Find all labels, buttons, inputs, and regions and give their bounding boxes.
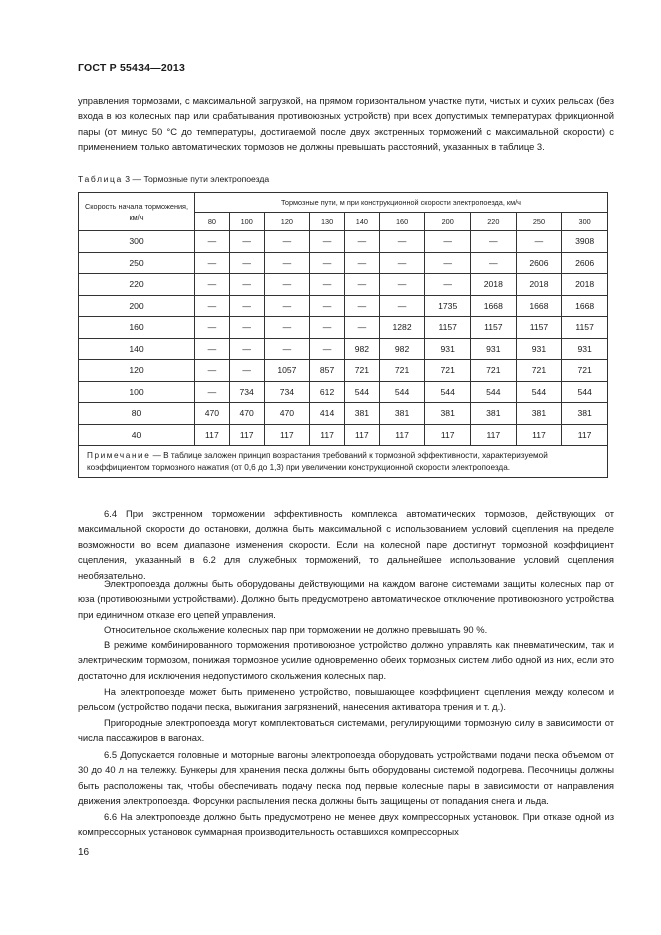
distance-cell: —: [344, 231, 379, 253]
row-speed-cell: 140: [79, 338, 195, 360]
note-label: Примечание: [87, 451, 151, 460]
row-speed-cell: 100: [79, 381, 195, 403]
paragraph-6-4: 6.4 При экстренном торможении эффективность комплекса автоматических тормозов, действующих от максимальной скорости до остановки, должна быть максимальной с использованием условий сцепления на пределе возможности во всем диапазоне изменения скорости. Если на колесной паре достигнут тормозной коэффициент сцепления, указанный в 6.2 для служебных торможений, то дальнейшее использование условий сцепления необязательно.: [78, 508, 614, 581]
row-speed-cell: 120: [79, 360, 195, 382]
distance-cell: —: [195, 231, 230, 253]
distance-cell: 721: [562, 360, 608, 382]
distance-cell: 931: [516, 338, 562, 360]
distance-cell: 721: [516, 360, 562, 382]
distance-cell: 381: [562, 403, 608, 425]
distance-cell: —: [310, 295, 345, 317]
distance-cell: 734: [229, 381, 264, 403]
distance-cell: 931: [471, 338, 517, 360]
table-caption: [78, 174, 269, 184]
distance-cell: —: [471, 231, 517, 253]
row-speed-cell: 200: [79, 295, 195, 317]
distance-cell: —: [379, 231, 425, 253]
table-row: [79, 424, 608, 446]
distance-cell: 381: [379, 403, 425, 425]
paragraph-anti-skid: Электропоезда должны быть оборудованы действующими на каждом вагоне системами защиты колесных пар от юза (противоюзными устройствами). Должно быть предусмотрено автоматическое отключение противоюзного устройства при единичном отказе его цепей управления.: [78, 578, 614, 620]
distance-cell: —: [310, 338, 345, 360]
col-speed-header: 220: [471, 212, 517, 231]
distance-cell: —: [229, 360, 264, 382]
distance-cell: —: [310, 317, 345, 339]
distance-cell: 544: [379, 381, 425, 403]
distance-cell: —: [310, 252, 345, 274]
distance-cell: —: [379, 295, 425, 317]
table-row: [79, 317, 608, 339]
col-speed-header: 140: [344, 212, 379, 231]
distance-cell: 1735: [425, 295, 471, 317]
distance-cell: 544: [425, 381, 471, 403]
distance-cell: 2018: [516, 274, 562, 296]
paragraph-6-5: 6.5 Допускается головные и моторные вагоны электропоезда оборудовать устройствами подачи песка объемом от 30 до 40 л на тележку. Бункеры для хранения песка должны быть оборудованы системой подогрева. Песочницы должны быть расположены так, чтобы обеспечивать подачу песка под первые колесные пары в зависимости от направления движения электропоезда. Форсунки распыления песка должны быть защищены от попадания снега и льда.: [78, 749, 614, 807]
distance-cell: 117: [229, 424, 264, 446]
distance-cell: —: [229, 231, 264, 253]
distance-cell: —: [195, 317, 230, 339]
distance-cell: 931: [562, 338, 608, 360]
distance-cell: —: [264, 295, 310, 317]
distance-cell: 721: [379, 360, 425, 382]
distance-cell: —: [379, 274, 425, 296]
distance-cell: —: [264, 274, 310, 296]
distance-cell: —: [344, 274, 379, 296]
table-caption-text: 3 — Тормозные пути электропоезда: [122, 174, 270, 184]
distance-cell: 117: [344, 424, 379, 446]
col-speed-header: 200: [425, 212, 471, 231]
distance-cell: 544: [471, 381, 517, 403]
distance-cell: —: [264, 338, 310, 360]
table-body: [79, 231, 608, 446]
row-speed-cell: 300: [79, 231, 195, 253]
paragraph-slip-limit: Относительное скольжение колесных пар при торможении не должно превышать 90 %.: [104, 624, 488, 635]
row-speed-cell: 40: [79, 424, 195, 446]
paragraph-combined-braking: В режиме комбинированного торможения противоюзное устройство должно управлять как пневматическим, так и электрическим тормозом, понижая тормозное усилие одновременно обеих тормозных систем либо одной из них, если это достаточно для исключения недопустимого скольжения колесных пар.: [78, 639, 614, 681]
distance-cell: 414: [310, 403, 345, 425]
distance-cell: 470: [195, 403, 230, 425]
col-speed-header: 250: [516, 212, 562, 231]
distance-cell: 1282: [379, 317, 425, 339]
distance-cell: 982: [344, 338, 379, 360]
distance-cell: —: [425, 274, 471, 296]
distance-cell: —: [425, 252, 471, 274]
distance-cell: 117: [516, 424, 562, 446]
distance-cell: —: [195, 295, 230, 317]
distance-cell: —: [344, 252, 379, 274]
distance-cell: 721: [344, 360, 379, 382]
distance-cell: 544: [516, 381, 562, 403]
distance-cell: —: [195, 274, 230, 296]
table-row: [79, 338, 608, 360]
col-speed-header: 300: [562, 212, 608, 231]
document-code-header: ГОСТ Р 55434—2013: [78, 62, 186, 74]
distance-cell: 1157: [562, 317, 608, 339]
distance-cell: —: [229, 252, 264, 274]
distance-cell: —: [264, 231, 310, 253]
distance-cell: 381: [425, 403, 471, 425]
distance-cell: 1668: [516, 295, 562, 317]
table-row: [79, 403, 608, 425]
table-caption-label: Таблица: [78, 174, 123, 184]
row-speed-cell: 250: [79, 252, 195, 274]
table-row: [79, 360, 608, 382]
distance-cell: 1668: [471, 295, 517, 317]
distance-cell: 117: [264, 424, 310, 446]
distance-cell: 857: [310, 360, 345, 382]
distance-cell: 117: [562, 424, 608, 446]
distance-cell: —: [229, 338, 264, 360]
distance-cell: 2606: [562, 252, 608, 274]
distance-cell: 931: [425, 338, 471, 360]
distance-cell: —: [195, 338, 230, 360]
table-row: [79, 252, 608, 274]
paragraph-6-6: 6.6 На электропоезде должно быть предусмотрено не менее двух компрессорных установок. При отказе одной из компрессорных установок суммарная производительность оставшихся компрессорных: [78, 811, 614, 838]
table-row: [79, 295, 608, 317]
page-number: 16: [78, 847, 90, 858]
paragraph-suburban: Пригородные электропоезда могут комплектоваться системами, регулирующими тормозную силу в зависимости от числа пассажиров в вагонах.: [78, 717, 614, 744]
distance-cell: 1157: [471, 317, 517, 339]
distance-cell: —: [516, 231, 562, 253]
distance-cell: —: [229, 295, 264, 317]
distance-cell: 470: [264, 403, 310, 425]
distance-cell: —: [310, 274, 345, 296]
distance-cell: 1157: [516, 317, 562, 339]
row-speed-cell: 220: [79, 274, 195, 296]
distance-cell: 381: [471, 403, 517, 425]
col-speed-header: 120: [264, 212, 310, 231]
distance-cell: —: [379, 252, 425, 274]
distance-cell: 1057: [264, 360, 310, 382]
distance-cell: 117: [310, 424, 345, 446]
distance-cell: 982: [379, 338, 425, 360]
distance-cell: —: [264, 317, 310, 339]
distance-cell: —: [425, 231, 471, 253]
table-span-header: Тормозные пути, м при конструкционной скорости электропоезда, км/ч: [195, 193, 608, 213]
distance-cell: —: [195, 360, 230, 382]
distance-cell: —: [264, 252, 310, 274]
distance-cell: 1157: [425, 317, 471, 339]
table-row: [79, 274, 608, 296]
braking-distance-table: [78, 192, 608, 478]
distance-cell: —: [344, 295, 379, 317]
note-text: — В таблице заложен принцип возрастания требований к тормозной эффективности, характеризуемой коэффициентом тормозного нажатия (от 0,6 до 1,3) при увеличении конструкционной скорости электропоезда.: [87, 451, 548, 472]
intro-paragraph: управления тормозами, с максимальной загрузкой, на прямом горизонтальном участке пути, чистых и сухих рельсах (без входа в юз колесных пар или срабатывания противоюзных устройств) при всех допустимых температурах фрикционной пары (от минус 50 °С до температуры, достигаемой после двух экстренных торможений с максимальной скорости) с применением только автоматических тормозов не должны превышать расстояний, указанных в таблице 3.: [78, 95, 614, 153]
distance-cell: 2606: [516, 252, 562, 274]
distance-cell: 117: [471, 424, 517, 446]
distance-cell: 470: [229, 403, 264, 425]
distance-cell: —: [310, 231, 345, 253]
paragraph-adhesion-device: На электропоезде может быть применено устройство, повышающее коэффициент сцепления между колесом и рельсом (устройство подачи песка, выжигания загрязнений, нанесения активатора трения и т. д.).: [78, 686, 614, 713]
distance-cell: 721: [425, 360, 471, 382]
distance-cell: 3908: [562, 231, 608, 253]
distance-cell: —: [195, 252, 230, 274]
distance-cell: 734: [264, 381, 310, 403]
distance-cell: 117: [195, 424, 230, 446]
distance-cell: —: [195, 381, 230, 403]
distance-cell: 2018: [471, 274, 517, 296]
col-speed-header: 130: [310, 212, 345, 231]
distance-cell: —: [471, 252, 517, 274]
distance-cell: —: [229, 274, 264, 296]
row-speed-cell: 160: [79, 317, 195, 339]
distance-cell: 721: [471, 360, 517, 382]
distance-cell: 117: [379, 424, 425, 446]
table-row: [79, 381, 608, 403]
distance-cell: 612: [310, 381, 345, 403]
table-note-row: [79, 446, 608, 478]
distance-cell: —: [344, 317, 379, 339]
distance-cell: 544: [562, 381, 608, 403]
distance-cell: 544: [344, 381, 379, 403]
col-speed-header: 80: [195, 212, 230, 231]
col-speed-header: 100: [229, 212, 264, 231]
distance-cell: 381: [344, 403, 379, 425]
distance-cell: 2018: [562, 274, 608, 296]
distance-cell: 117: [425, 424, 471, 446]
col-speed-header: 160: [379, 212, 425, 231]
table-row: [79, 231, 608, 253]
table-note: [79, 446, 608, 478]
distance-cell: —: [229, 317, 264, 339]
distance-cell: 381: [516, 403, 562, 425]
row-speed-cell: 80: [79, 403, 195, 425]
distance-cell: 1668: [562, 295, 608, 317]
table-corner-header: Скорость начала торможения, км/ч: [79, 193, 195, 231]
